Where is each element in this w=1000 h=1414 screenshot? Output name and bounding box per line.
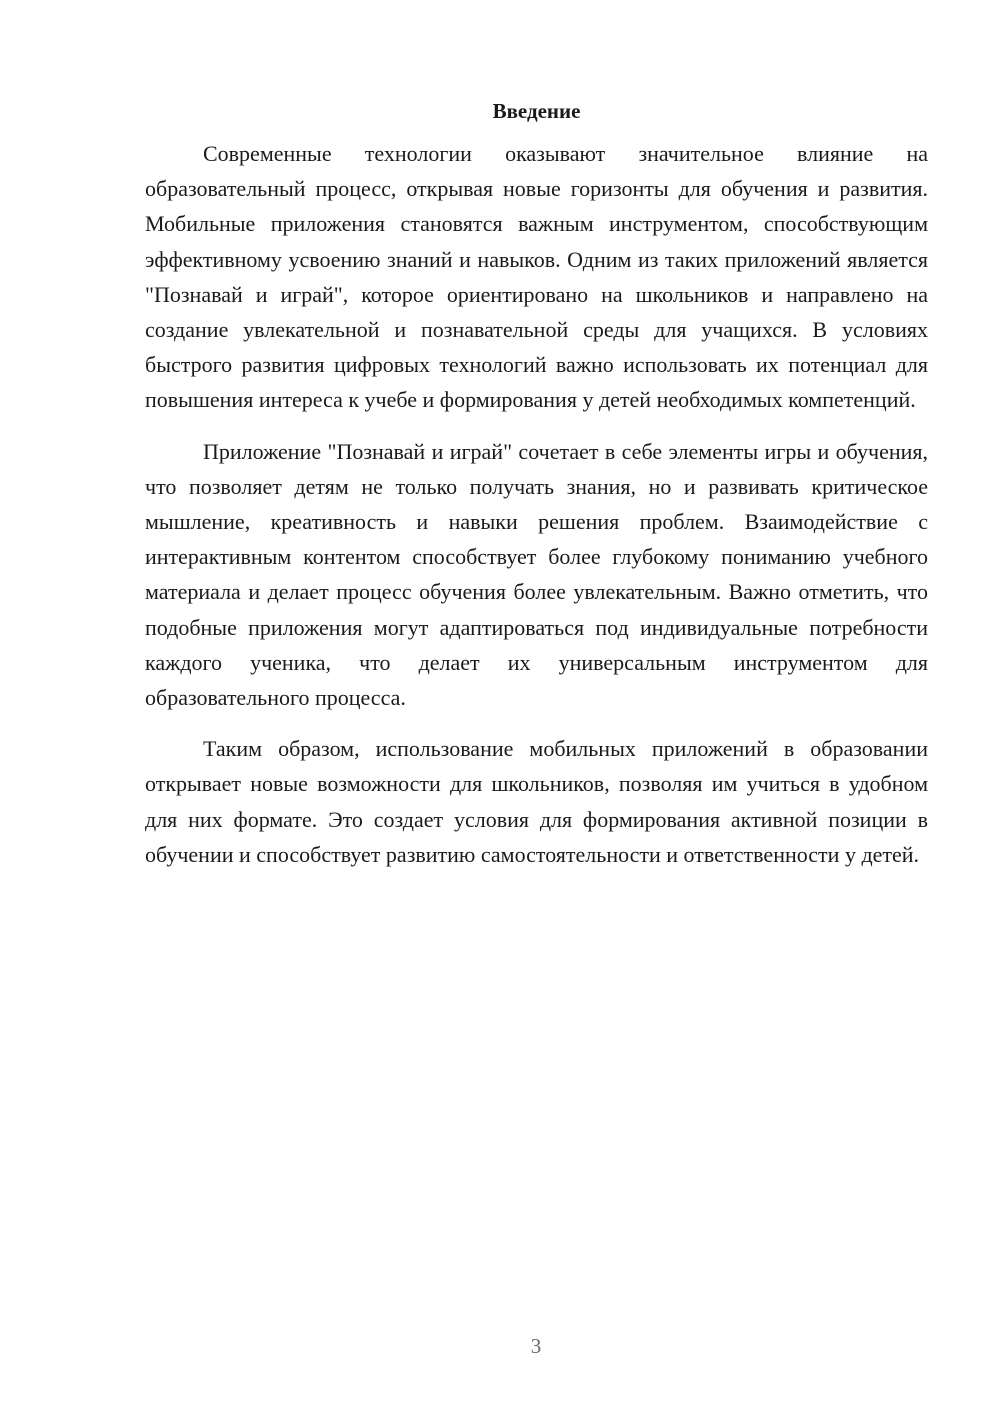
section-title: Введение [492,99,581,123]
page-content [145,96,928,888]
paragraph-3: Таким образом, использование мобильных приложений в образовании открывает новые возможности для школьников, позволяя им учиться в удобном для них формате. Это создает условия для формирования активной позиции в обучении и способствует развитию самостоятельности и ответственности у детей. [145,736,928,867]
paragraph-1: Современные технологии оказывают значительное влияние на образовательный процесс, открывая новые горизонты для обучения и развития. Мобильные приложения становятся важным инструментом, способствующим эффективному усвоению знаний и навыков. Одним из таких приложений является "Познавай и играй", которое ориентировано на школьников и направлено на создание увлекательной и познавательной среды для учащихся. В условиях быстрого развития цифровых технологий важно использовать их потенциал для повышения интереса к учебе и формирования у детей необходимых компетенций. [145,141,928,413]
page-number: 3 [530,1334,542,1358]
paragraph-2: Приложение "Познавай и играй" сочетает в себе элементы игры и обучения, что позволяет детям не только получать знания, но и развивать критическое мышление, креативность и навыки решения проблем. Взаимодействие с интерактивным контентом способствует более глубокому пониманию учебного материала и делает процесс обучения более увлекательным. Важно отметить, что подобные приложения могут адаптироваться под индивидуальные потребности каждого ученика, что делает их универсальным инструментом для образовательного процесса. [145,438,928,711]
